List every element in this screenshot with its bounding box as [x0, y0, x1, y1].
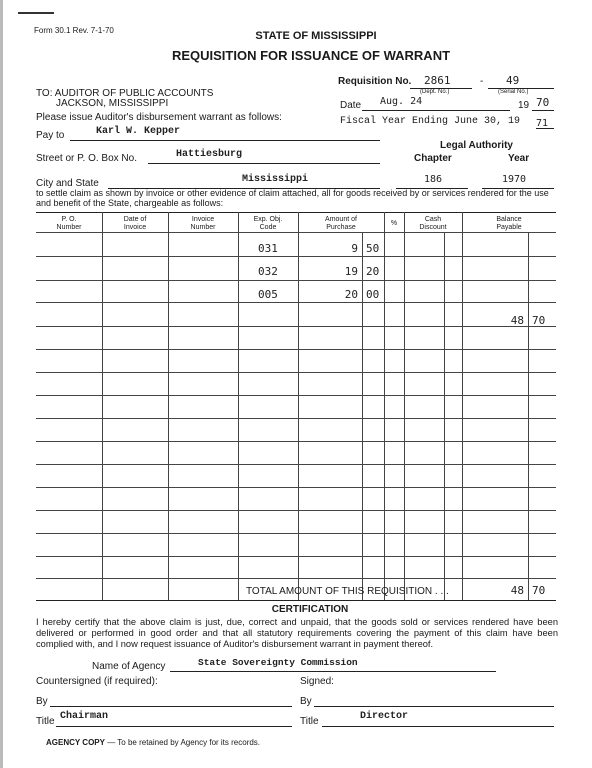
date-year-prefix: 19	[518, 100, 530, 111]
to-line-1: TO: AUDITOR OF PUBLIC ACCOUNTS	[36, 88, 214, 99]
serial-caption: (Serial No.)	[498, 89, 529, 95]
footer-note-text: — To be retained by Agency for its records.	[104, 738, 261, 747]
col-rule	[462, 212, 463, 600]
date-value: Aug. 24	[380, 96, 423, 107]
signed-label: Signed:	[300, 676, 334, 687]
corner-mark	[18, 12, 54, 14]
balance-dollars: 48	[510, 314, 524, 327]
table-top-rule	[36, 212, 556, 213]
row-rule	[36, 395, 556, 396]
col-date-header: Date of Invoice	[123, 216, 147, 231]
row-rule	[36, 578, 556, 579]
date-line	[362, 110, 510, 111]
col-cash-header: Cash Discount	[419, 216, 447, 231]
row-rule	[36, 441, 556, 442]
footer-note	[46, 738, 260, 747]
col-rule	[404, 212, 405, 600]
row-rule	[36, 280, 556, 281]
row-1-code: 031	[258, 242, 278, 255]
requisition-label: Requisition No.	[338, 76, 412, 87]
col-rule	[384, 212, 385, 600]
row-2-cents: 20	[366, 265, 380, 278]
chapter-value: 186	[424, 174, 443, 185]
col-rule	[168, 212, 169, 600]
row-rule	[36, 464, 556, 465]
page-title: REQUISITION FOR ISSUANCE OF WARRANT	[171, 48, 451, 63]
by-left-label: By	[36, 696, 48, 707]
year-label: Year	[508, 153, 530, 164]
table-header-rule	[36, 232, 556, 233]
agency-label: Name of Agency	[92, 661, 166, 672]
row-1-dollars: 9	[351, 242, 358, 255]
agency-value: State Sovereignty Commission	[198, 657, 358, 668]
date-year-value: 70	[536, 96, 550, 109]
by-left-line	[50, 706, 292, 707]
row-rule	[36, 372, 556, 373]
col-rule	[362, 232, 363, 600]
legal-authority-heading: Legal Authority	[440, 140, 513, 151]
total-dollars: 48	[510, 584, 524, 597]
form-number: Form 30.1 Rev. 7-1-70	[34, 26, 114, 35]
fiscal-value: 71	[536, 118, 549, 129]
col-rule	[444, 232, 445, 600]
balance-cents: 70	[532, 314, 546, 327]
dept-caption: (Dept. No.)	[420, 89, 450, 95]
row-rule	[36, 349, 556, 350]
row-rule	[36, 510, 556, 511]
chapter-label: Chapter	[414, 153, 452, 164]
title-left-line	[56, 726, 292, 727]
row-rule	[36, 556, 556, 557]
total-cents: 70	[532, 584, 546, 597]
row-rule	[36, 487, 556, 488]
row-3-code: 005	[258, 288, 278, 301]
col-rule	[102, 212, 103, 600]
title-left-label: Title	[36, 716, 55, 727]
street-label: Street or P. O. Box No.	[36, 153, 137, 164]
col-rule	[528, 232, 529, 600]
agency-line	[170, 671, 496, 672]
by-right-line	[314, 706, 554, 707]
title-right-value: Director	[360, 711, 409, 722]
fiscal-label: Fiscal Year Ending June 30, 19	[340, 116, 521, 127]
pay-to-line	[70, 140, 380, 141]
certification-text: I hereby certify that the above claim is just, due, correct and unpaid, that the goods sold or services rendered have been delivered or performed in good order and that all statutory requirements covering the payment of this claim have been complied with, and I now request issuance of Auditor's disbursement warrant in payment thereof.	[36, 617, 558, 649]
state-heading: STATE OF MISSISSIPPI	[255, 30, 377, 42]
street-line	[148, 163, 380, 164]
row-2-code: 032	[258, 265, 278, 278]
req-dash: -	[480, 76, 484, 87]
col-exp-header: Exp. Obj. Code	[253, 216, 283, 231]
footer-agency-copy: AGENCY COPY	[46, 738, 105, 747]
col-rule	[238, 212, 239, 600]
settle-text: to settle claim as shown by invoice or other evidence of claim attached, all for goods received by or services rendered for the use and benefit of the State, chargeable as follows:	[36, 188, 549, 208]
col-balance-header: Balance Payable	[496, 216, 522, 231]
col-pct-header: %	[390, 220, 398, 227]
row-rule	[36, 256, 556, 257]
col-invoice-header: Invoice Number	[190, 216, 216, 231]
city-label: City and State	[36, 178, 99, 189]
row-rule	[36, 302, 556, 303]
pay-to-label: Pay to	[36, 130, 65, 141]
col-amount-header: Amount of Purchase	[325, 216, 357, 231]
pay-to-value: Karl W. Kepper	[96, 126, 181, 137]
year-auth-value: 1970	[502, 174, 527, 185]
by-right-label: By	[300, 696, 312, 707]
serial-no-value: 49	[506, 74, 520, 87]
to-line-2: JACKSON, MISSISSIPPI	[56, 98, 169, 109]
certification-title: CERTIFICATION	[271, 604, 349, 615]
countersigned-label: Countersigned (if required):	[36, 676, 158, 687]
total-label: TOTAL AMOUNT OF THIS REQUISITION . . .	[246, 586, 449, 597]
row-3-dollars: 20	[344, 288, 358, 301]
date-year-line	[532, 110, 554, 111]
row-rule	[36, 533, 556, 534]
row-2-dollars: 19	[344, 265, 358, 278]
dept-no-value: 2861	[424, 74, 451, 87]
date-label: Date	[340, 100, 362, 111]
title-left-value: Chairman	[60, 711, 109, 722]
city-value: Mississippi	[242, 174, 309, 185]
please-issue: Please issue Auditor's disbursement warrant as follows:	[36, 112, 282, 123]
col-rule	[298, 212, 299, 600]
title-right-label: Title	[300, 716, 319, 727]
title-right-line	[322, 726, 554, 727]
table-bottom-rule	[36, 600, 556, 601]
row-3-cents: 00	[366, 288, 380, 301]
row-1-cents: 50	[366, 242, 380, 255]
col-po-header: P. O. Number	[56, 216, 82, 231]
scan-edge	[0, 0, 3, 768]
row-rule	[36, 418, 556, 419]
street-value: Hattiesburg	[176, 149, 243, 160]
